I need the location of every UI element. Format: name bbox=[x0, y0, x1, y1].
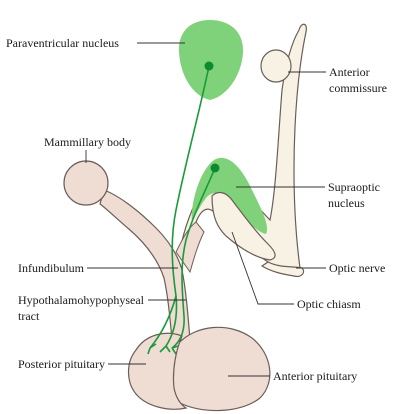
label-optic-chiasm: Optic chiasm bbox=[297, 297, 361, 311]
label-infundibulum: Infundibulum bbox=[18, 261, 84, 275]
label-anterior-commissure-2: commissure bbox=[329, 81, 387, 95]
label-posterior-pituitary: Posterior pituitary bbox=[18, 357, 105, 371]
label-optic-nerve: Optic nerve bbox=[329, 261, 386, 275]
label-hypothalamohypophyseal-2: tract bbox=[18, 309, 40, 323]
label-anterior-commissure-1: Anterior bbox=[329, 65, 370, 79]
label-anterior-pituitary: Anterior pituitary bbox=[273, 369, 358, 383]
label-supraoptic-nucleus-2: nucleus bbox=[328, 196, 365, 210]
label-paraventricular-nucleus: Paraventricular nucleus bbox=[6, 36, 119, 50]
paraventricular-nucleus-shape bbox=[179, 20, 243, 100]
label-supraoptic-nucleus-1: Supraoptic bbox=[328, 180, 380, 194]
mammillary-body-shape bbox=[64, 161, 108, 205]
paraventricular-neuron-soma bbox=[205, 62, 214, 71]
label-hypothalamohypophyseal-1: Hypothalamohypophyseal bbox=[18, 293, 144, 307]
label-mammillary-body: Mammillary body bbox=[44, 135, 131, 149]
supraoptic-neuron-soma bbox=[211, 164, 220, 173]
anterior-commissure-shape bbox=[261, 50, 291, 82]
anterior-pituitary-shape bbox=[168, 327, 270, 410]
